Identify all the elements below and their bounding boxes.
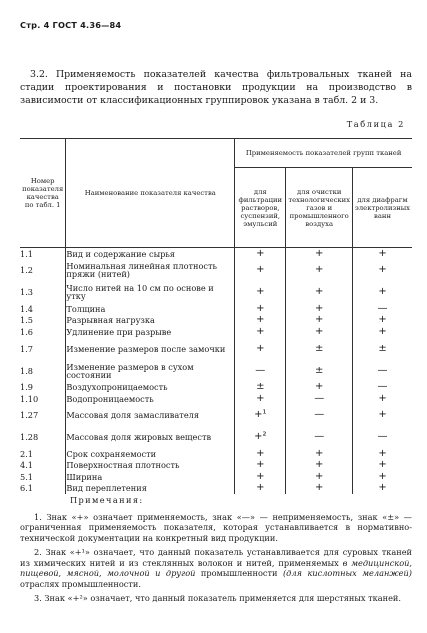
applicability-mark: + xyxy=(286,259,353,281)
table-row xyxy=(20,382,412,393)
table-row xyxy=(20,259,412,281)
row-number: 1.9 xyxy=(20,382,34,393)
subcol-diaphragms: для диафрагм электролизных ванн xyxy=(353,168,412,248)
row-indicator-name: Изменение размеров после замочки xyxy=(66,338,235,360)
applicability-mark: + xyxy=(353,248,412,260)
applicability-mark: + xyxy=(353,448,412,459)
intro-paragraph: 3.2. Применяемость показателей качества фильтровальных тканей на стадии проектирования и постановки продукции на производство в зависимости от классификационных группировок указана в табл. 2 и 3. xyxy=(20,69,412,106)
applicability-mark: + xyxy=(353,393,412,404)
col-header-group: Применяемость показателей групп тканей xyxy=(235,139,412,168)
applicability-mark: + xyxy=(353,315,412,326)
row-indicator-name: Поверхностная плотность xyxy=(66,460,235,471)
applicability-mark: + xyxy=(353,281,412,303)
note-2-part-d: (для кислотных меланжей) xyxy=(282,568,412,578)
table-row xyxy=(20,303,412,314)
table-row xyxy=(20,426,412,448)
table-row xyxy=(20,471,412,482)
table-row xyxy=(20,326,412,337)
applicability-mark: + xyxy=(235,248,286,260)
applicability-mark: + xyxy=(286,483,353,494)
row-indicator-name: Вид и содержание сырья xyxy=(66,248,235,260)
table-label: Таблица 2 xyxy=(346,119,405,129)
row-number: 1.3 xyxy=(20,287,34,298)
table-body xyxy=(20,248,412,494)
col-header-name: Наименование показателя качества xyxy=(66,139,235,248)
applicability-mark: ± xyxy=(286,360,353,382)
applicability-mark: — xyxy=(353,303,412,314)
applicability-mark: + xyxy=(286,326,353,337)
row-indicator-name: Воздухопроницаемость xyxy=(66,382,235,393)
applicability-mark: +¹ xyxy=(235,404,286,426)
subcol-filtration: для фильтрации растворов, суспензий, эмульсий xyxy=(235,168,286,248)
table-row xyxy=(20,248,412,260)
table-row xyxy=(20,460,412,471)
note-2-part-b: в медицинской, пищевой, мясной, молочной и другой xyxy=(20,557,412,578)
row-number: 4.1 xyxy=(20,460,34,471)
row-number: 1.7 xyxy=(20,343,34,354)
page-header: Стр. 4 ГОСТ 4.36—84 xyxy=(20,20,122,30)
applicability-mark: + xyxy=(235,483,286,494)
row-number: 6.1 xyxy=(20,483,34,494)
row-indicator-name: Разрывная нагрузка xyxy=(66,315,235,326)
row-indicator-name: Срок сохраняемости xyxy=(66,448,235,459)
applicability-mark: + xyxy=(235,303,286,314)
applicability-mark: + xyxy=(286,248,353,260)
applicability-mark: ± xyxy=(353,338,412,360)
row-indicator-name: Толщина xyxy=(66,303,235,314)
note-2-part-c: промышленности xyxy=(195,568,283,578)
applicability-mark: + xyxy=(235,448,286,459)
applicability-mark: + xyxy=(286,471,353,482)
applicability-mark: + xyxy=(235,259,286,281)
applicability-mark: + xyxy=(353,483,412,494)
note-3: 3. Знак «+²» означает, что данный показатель применяется для шерстяных тканей. xyxy=(34,593,401,603)
row-number: 1.6 xyxy=(20,326,34,337)
row-indicator-name: Водопроницаемость xyxy=(66,393,235,404)
note-2-part-a: 2. Знак «+¹» означает, что данный показатель устанавливается для суровых тканей из химических нитей и из стеклянных волокон и нитей, применяемых xyxy=(20,547,412,568)
table-row xyxy=(20,360,412,382)
applicability-mark: ± xyxy=(286,338,353,360)
col-header-number: Номер показателя качества по табл. 1 xyxy=(20,139,66,248)
applicability-mark: + xyxy=(353,259,412,281)
applicability-mark: — xyxy=(353,426,412,448)
applicability-mark: ± xyxy=(235,382,286,393)
row-number: 1.1 xyxy=(20,248,34,259)
applicability-mark: + xyxy=(353,471,412,482)
row-number: 1.10 xyxy=(20,393,39,404)
notes-section xyxy=(20,495,412,608)
row-indicator-name: Массовая доля жировых веществ xyxy=(66,426,235,448)
row-number: 1.27 xyxy=(20,410,39,421)
applicability-mark: + xyxy=(353,460,412,471)
row-indicator-name: Номинальная линейная плотность пряжи (нитей) xyxy=(66,259,235,281)
applicability-mark: + xyxy=(235,315,286,326)
table-row xyxy=(20,315,412,326)
applicability-mark: — xyxy=(353,360,412,382)
applicability-table xyxy=(20,138,412,494)
row-number: 1.4 xyxy=(20,304,34,315)
row-number: 1.5 xyxy=(20,315,34,326)
applicability-mark: — xyxy=(286,393,353,404)
subcol-gas-cleaning: для очистки технологических газов и промышленного воздуха xyxy=(286,168,353,248)
row-number: 1.8 xyxy=(20,365,34,376)
row-indicator-name: Вид переплетения xyxy=(66,483,235,494)
row-number: 1.28 xyxy=(20,432,39,443)
applicability-mark: + xyxy=(286,281,353,303)
applicability-mark: — xyxy=(286,426,353,448)
applicability-mark: + xyxy=(235,393,286,404)
applicability-mark: + xyxy=(353,326,412,337)
table-row xyxy=(20,393,412,404)
row-indicator-name: Изменение размеров в сухом состоянии xyxy=(66,360,235,382)
row-indicator-name: Удлинение при разрыве xyxy=(66,326,235,337)
applicability-mark: — xyxy=(235,360,286,382)
table-row xyxy=(20,338,412,360)
applicability-mark: + xyxy=(235,326,286,337)
applicability-mark: + xyxy=(286,448,353,459)
table-row xyxy=(20,404,412,426)
row-number: 2.1 xyxy=(20,449,34,460)
table-row xyxy=(20,281,412,303)
row-number: 5.1 xyxy=(20,471,34,482)
table-row xyxy=(20,448,412,459)
row-indicator-name: Массовая доля замасливателя xyxy=(66,404,235,426)
row-indicator-name: Ширина xyxy=(66,471,235,482)
applicability-mark: + xyxy=(235,460,286,471)
notes-title: Примечания: xyxy=(70,495,144,505)
note-2 xyxy=(20,547,412,589)
note-2-part-e: отраслях промышленности. xyxy=(20,578,141,589)
note-1: 1. Знак «+» означает применяемость, знак «—» — неприменяемость, знак «±» — ограниченная применяемость показателя, которая устанавливается в нормативно-технической документации на конкретный вид продукции. xyxy=(20,511,412,543)
applicability-mark: + xyxy=(235,281,286,303)
applicability-mark: + xyxy=(286,382,353,393)
applicability-mark: +² xyxy=(235,426,286,448)
applicability-mark: — xyxy=(353,382,412,393)
applicability-mark: + xyxy=(286,303,353,314)
row-number: 1.2 xyxy=(20,265,34,276)
table-row xyxy=(20,483,412,494)
row-indicator-name: Число нитей на 10 см по основе и утку xyxy=(66,281,235,303)
applicability-mark: — xyxy=(286,404,353,426)
applicability-mark: + xyxy=(235,471,286,482)
applicability-mark: + xyxy=(353,404,412,426)
applicability-mark: + xyxy=(286,315,353,326)
applicability-mark: + xyxy=(286,460,353,471)
applicability-mark: + xyxy=(235,338,286,360)
